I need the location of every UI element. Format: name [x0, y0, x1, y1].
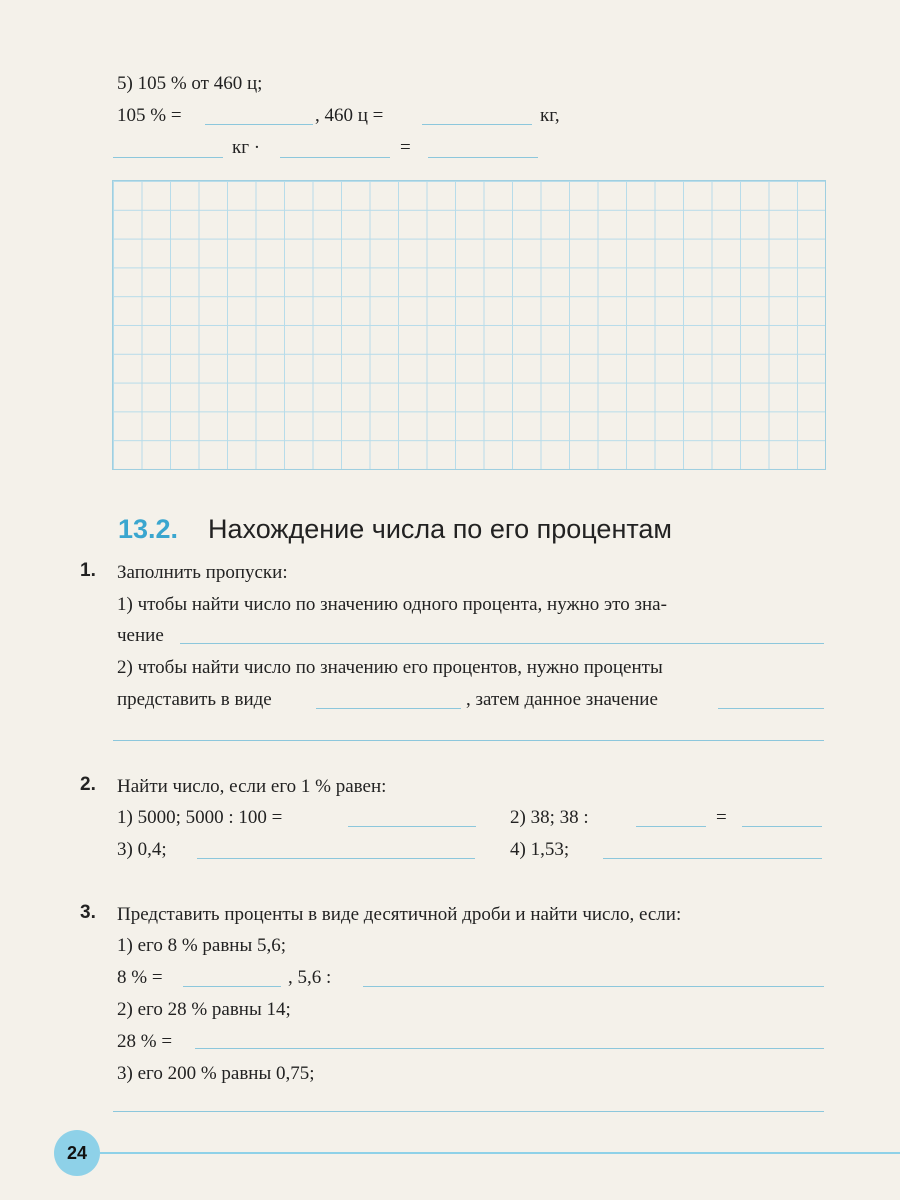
section-number: 13.2. [118, 514, 179, 544]
grid-work-area[interactable] [112, 180, 826, 470]
kg-unit-label: кг, [540, 105, 560, 126]
task-2-item-1: 1) 5000; 5000 : 100 = [117, 807, 283, 828]
task-2-item-3: 3) 0,4; [117, 839, 167, 860]
task-2-blank-3[interactable] [742, 826, 822, 827]
footer-line [100, 1152, 900, 1154]
task-3-blank-4[interactable] [113, 1111, 824, 1112]
section-title: Нахождение числа по его процентам [208, 514, 672, 544]
task-1-item-2-line-2b: , затем данное значение [466, 689, 658, 710]
centner-eq-label: , 460 ц = [315, 105, 384, 126]
task-3-item-1: 1) его 8 % равны 5,6; [117, 935, 287, 956]
task-2-item-2b: = [716, 807, 727, 828]
kg-blank[interactable] [422, 124, 532, 125]
task-2-blank-1[interactable] [348, 826, 476, 827]
task-2-number: 2. [80, 774, 96, 795]
item-5-label: 5) 105 % от 460 ц; [117, 73, 263, 94]
task-2-prompt: Найти число, если его 1 % равен: [117, 776, 387, 797]
task-2-blank-2[interactable] [636, 826, 706, 827]
task-1-item-2-line-1: 2) чтобы найти число по значению его процентов, нужно проценты [117, 657, 663, 678]
kg-times-label: кг · [232, 137, 261, 158]
task-2-blank-5[interactable] [603, 858, 822, 859]
task-1-number: 1. [80, 560, 96, 581]
task-1-prompt: Заполнить пропуски: [117, 562, 288, 583]
task-1-blank-2[interactable] [316, 708, 461, 709]
equals-label: = [400, 137, 411, 158]
task-1-item-1-line-2: чение [117, 625, 164, 646]
task-3-item-2: 2) его 28 % равны 14; [117, 999, 291, 1020]
result-blank[interactable] [428, 157, 538, 158]
task-1-blank-3[interactable] [718, 708, 824, 709]
page-number-badge: 24 [54, 1130, 100, 1176]
task-1-item-2-line-2a: представить в виде [117, 689, 272, 710]
task-2-item-2a: 2) 38; 38 : [510, 807, 589, 828]
task-3-item-1-eq-a: 8 % = [117, 967, 163, 988]
percent-eq-label: 105 % = [117, 105, 182, 126]
task-3-item-3: 3) его 200 % равны 0,75; [117, 1063, 315, 1084]
task-3-blank-1[interactable] [183, 986, 281, 987]
percent-blank[interactable] [205, 124, 313, 125]
task-3-item-1-eq-b: , 5,6 : [288, 967, 332, 988]
product-blank-1[interactable] [113, 157, 223, 158]
task-3-item-2-eq: 28 % = [117, 1031, 173, 1052]
task-3-prompt: Представить проценты в виде десятичной дроби и найти число, если: [117, 904, 682, 925]
task-3-blank-2[interactable] [363, 986, 824, 987]
task-2-blank-4[interactable] [197, 858, 475, 859]
task-3-number: 3. [80, 902, 96, 923]
task-1-blank-4[interactable] [113, 740, 824, 741]
product-blank-2[interactable] [280, 157, 390, 158]
task-1-item-1-line-1: 1) чтобы найти число по значению одного процента, нужно это зна- [117, 594, 667, 615]
task-3-blank-3[interactable] [195, 1048, 824, 1049]
task-2-item-4: 4) 1,53; [510, 839, 570, 860]
task-1-blank-1[interactable] [180, 643, 824, 644]
